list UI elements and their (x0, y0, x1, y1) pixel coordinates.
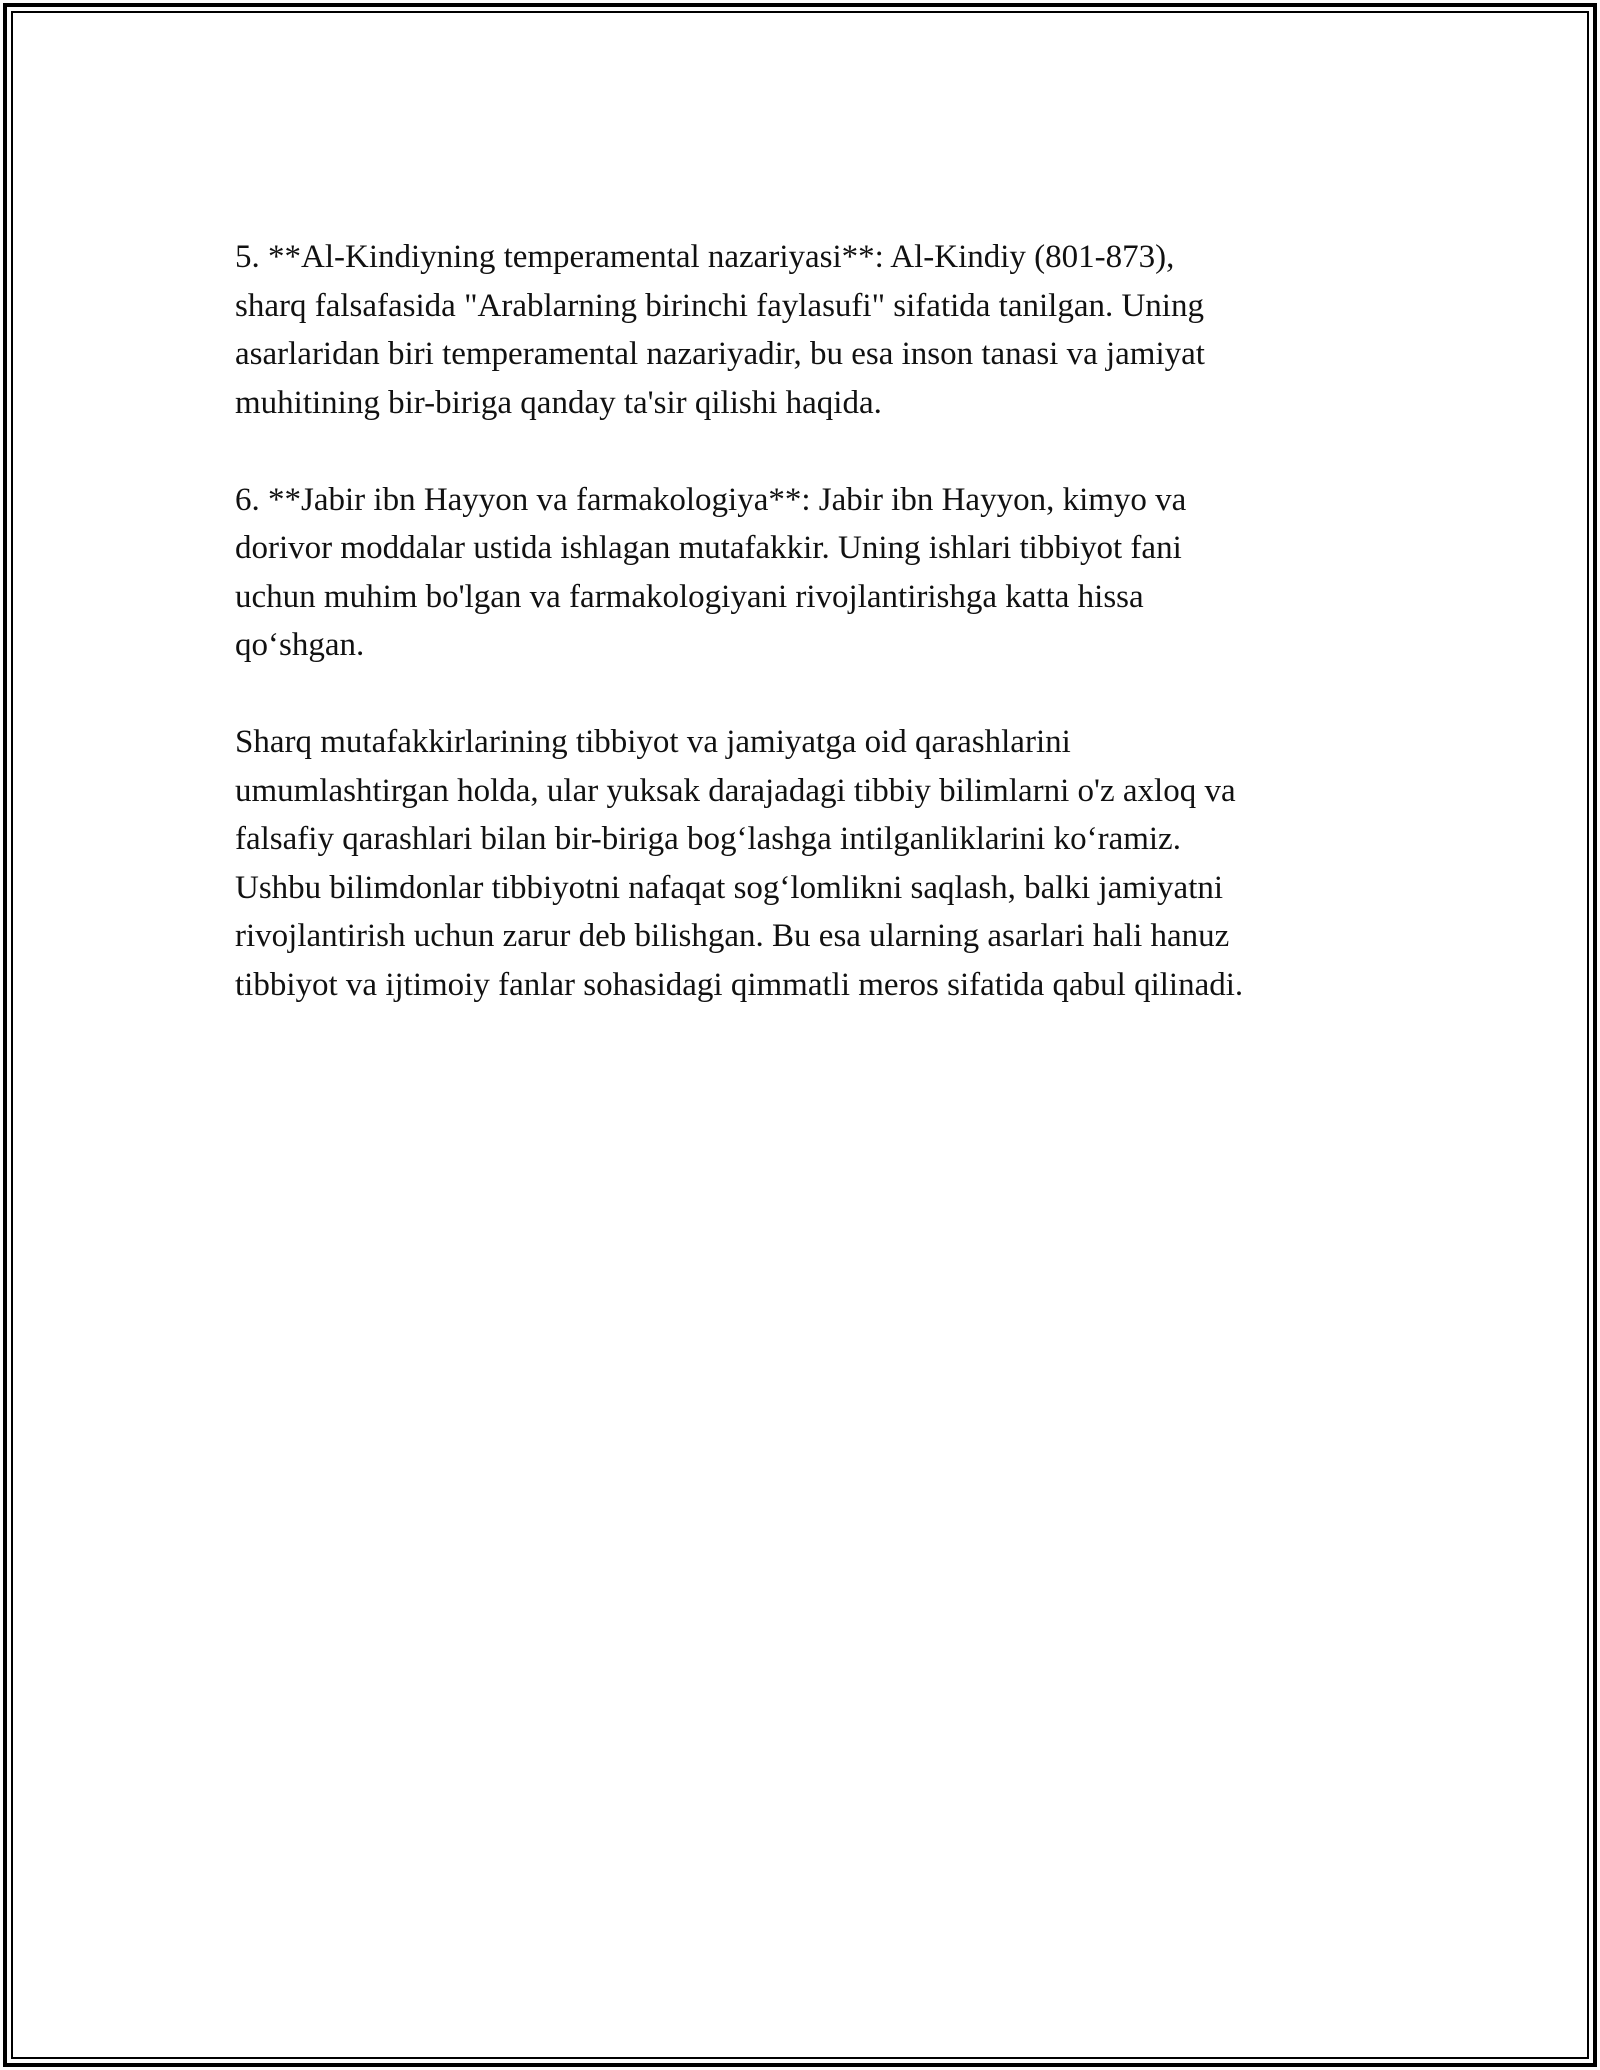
paragraph-al-kindiy (235, 233, 1395, 427)
text-line: Ushbu bilimdonlar tibbiyotni nafaqat sog‘lomlikni saqlash, balki jamiyatni (235, 869, 1224, 906)
text-line: umumlashtirgan holda, ular yuksak darajadagi tibbiy bilimlarni o'z axloq va (235, 772, 1236, 809)
document-body (235, 233, 1395, 1058)
text-line: qo‘shgan. (235, 627, 365, 663)
text-line: rivojlantirish uchun zarur deb bilishgan. Bu esa ularning asarlari hali hanuz (235, 918, 1230, 954)
paragraph-conclusion (235, 718, 1395, 1009)
text-line: sharq falsafasida "Arablarning birinchi faylasufi" sifatida tanilgan. Uning (235, 287, 1204, 324)
text-line: Sharq mutafakkirlarining tibbiyot va jamiyatga oid qarashlarini (235, 724, 1071, 760)
text-line: 6. **Jabir ibn Hayyon va farmakologiya**: Jabir ibn Hayyon, kimyo va (235, 481, 1187, 518)
text-line: asarlaridan biri temperamental nazariyadir, bu esa inson tanasi va jamiyat (235, 336, 1205, 372)
text-line: dorivor moddalar ustida ishlagan mutafakkir. Uning ishlari tibbiyot fani (235, 530, 1182, 566)
paragraph-jabir-ibn-hayyon (235, 476, 1395, 670)
text-line: uchun muhim bo'lgan va farmakologiyani rivojlantirishga katta hissa (235, 578, 1144, 615)
text-line: tibbiyot va ijtimoiy fanlar sohasidagi qimmatli meros sifatida qabul qilinadi. (235, 966, 1244, 1003)
text-line: muhitining bir-biriga qanday ta'sir qilishi haqida. (235, 384, 882, 421)
text-line: 5. **Al-Kindiyning temperamental nazariyasi**: Al-Kindiy (801-873), (235, 239, 1175, 275)
text-line: falsafiy qarashlari bilan bir-biriga bog‘lashga intilganliklarini ko‘ramiz. (235, 821, 1181, 857)
